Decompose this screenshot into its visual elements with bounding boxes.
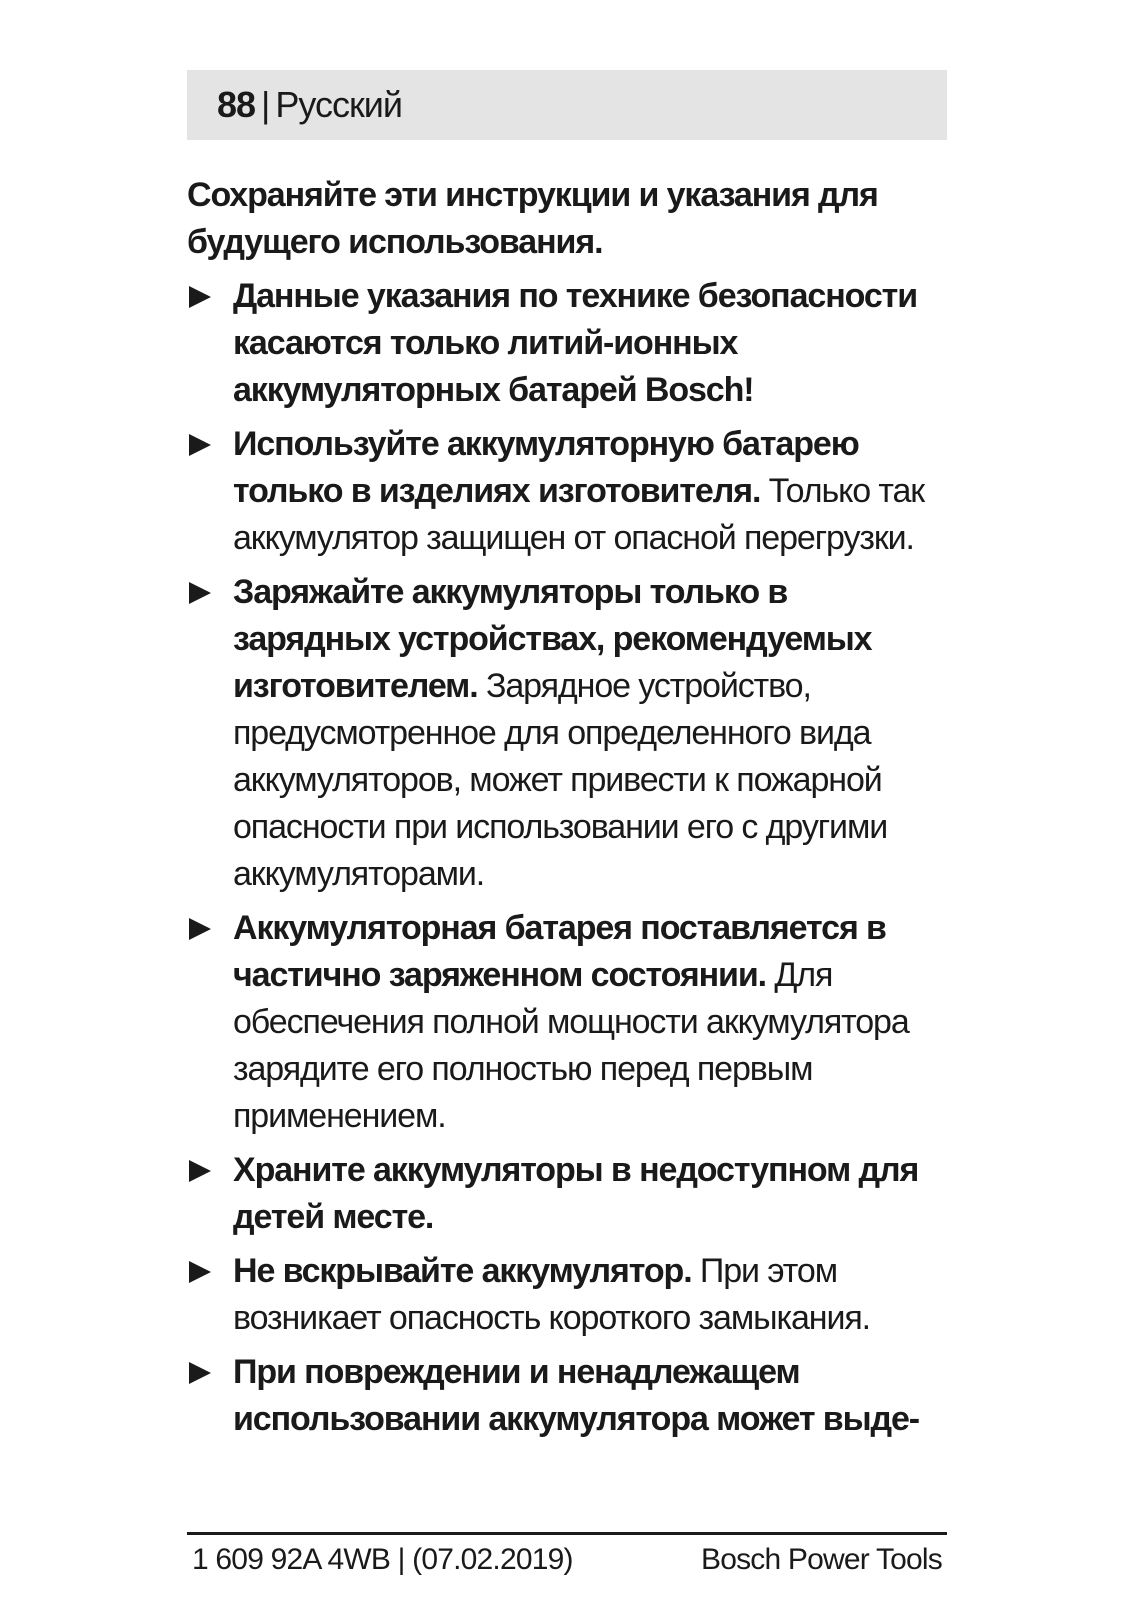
list-item — [187, 1147, 947, 1241]
item-bold-text: Заряжайте аккумуляторы только в зарядных устройствах, рекомендуемых изготовителем. — [233, 573, 872, 705]
item-bold-text: Не вскрывайте аккумулятор. — [233, 1252, 692, 1290]
item-bold-text: При повреждении и ненадлежащем использовании аккумулятора может выде- — [233, 1353, 920, 1438]
page-number: 88 — [217, 84, 256, 125]
item-text: Только так аккумулятор защищен от опасной перегрузки. — [233, 472, 925, 557]
document-code: 1 609 92A 4WB | (07.02.2019) — [192, 1543, 573, 1576]
triangle-bullet-icon — [189, 918, 211, 940]
triangle-bullet-icon — [189, 286, 211, 308]
list-item — [187, 273, 947, 414]
item-bold-text: Данные указания по технике безопасности касаются только литий-ионных аккумуляторных батарей Bosch! — [233, 277, 918, 409]
triangle-bullet-icon — [189, 434, 211, 456]
item-bold-text: Аккумуляторная батарея поставляется в частично заряженном состоянии. — [233, 909, 886, 994]
triangle-bullet-icon — [189, 1362, 211, 1384]
item-bold-text: Используйте аккумуляторную батарею только в изделиях изготовителя. — [233, 425, 859, 510]
list-item — [187, 905, 947, 1140]
triangle-bullet-icon — [189, 582, 211, 604]
item-bold-text: Храните аккумуляторы в недоступном для детей месте. — [233, 1151, 919, 1236]
item-text: Для обеспечения полной мощности аккумулятора зарядите его полностью перед первым применением. — [233, 956, 909, 1135]
item-text: Зарядное устройство, предусмотренное для определенного вида аккумуляторов, может привести к пожарной опасности при использовании его с другими аккумуляторами. — [233, 667, 888, 893]
list-item — [187, 421, 947, 562]
page-footer — [192, 1538, 942, 1582]
triangle-bullet-icon — [189, 1160, 211, 1182]
header-separator: | — [261, 84, 270, 125]
footer-divider — [187, 1532, 947, 1535]
item-text: При этом возникает опасность короткого замыкания. — [233, 1252, 870, 1337]
intro-text: Сохраняйте эти инструкции и указания для будущего использования. — [187, 176, 878, 261]
brand-name: Bosch Power Tools — [701, 1543, 942, 1576]
list-item — [187, 1248, 947, 1342]
safety-instructions — [187, 172, 947, 1450]
list-item — [187, 1349, 947, 1443]
page-header — [187, 70, 947, 140]
triangle-bullet-icon — [189, 1261, 211, 1283]
list-item — [187, 569, 947, 898]
language-label: Русский — [275, 84, 402, 125]
